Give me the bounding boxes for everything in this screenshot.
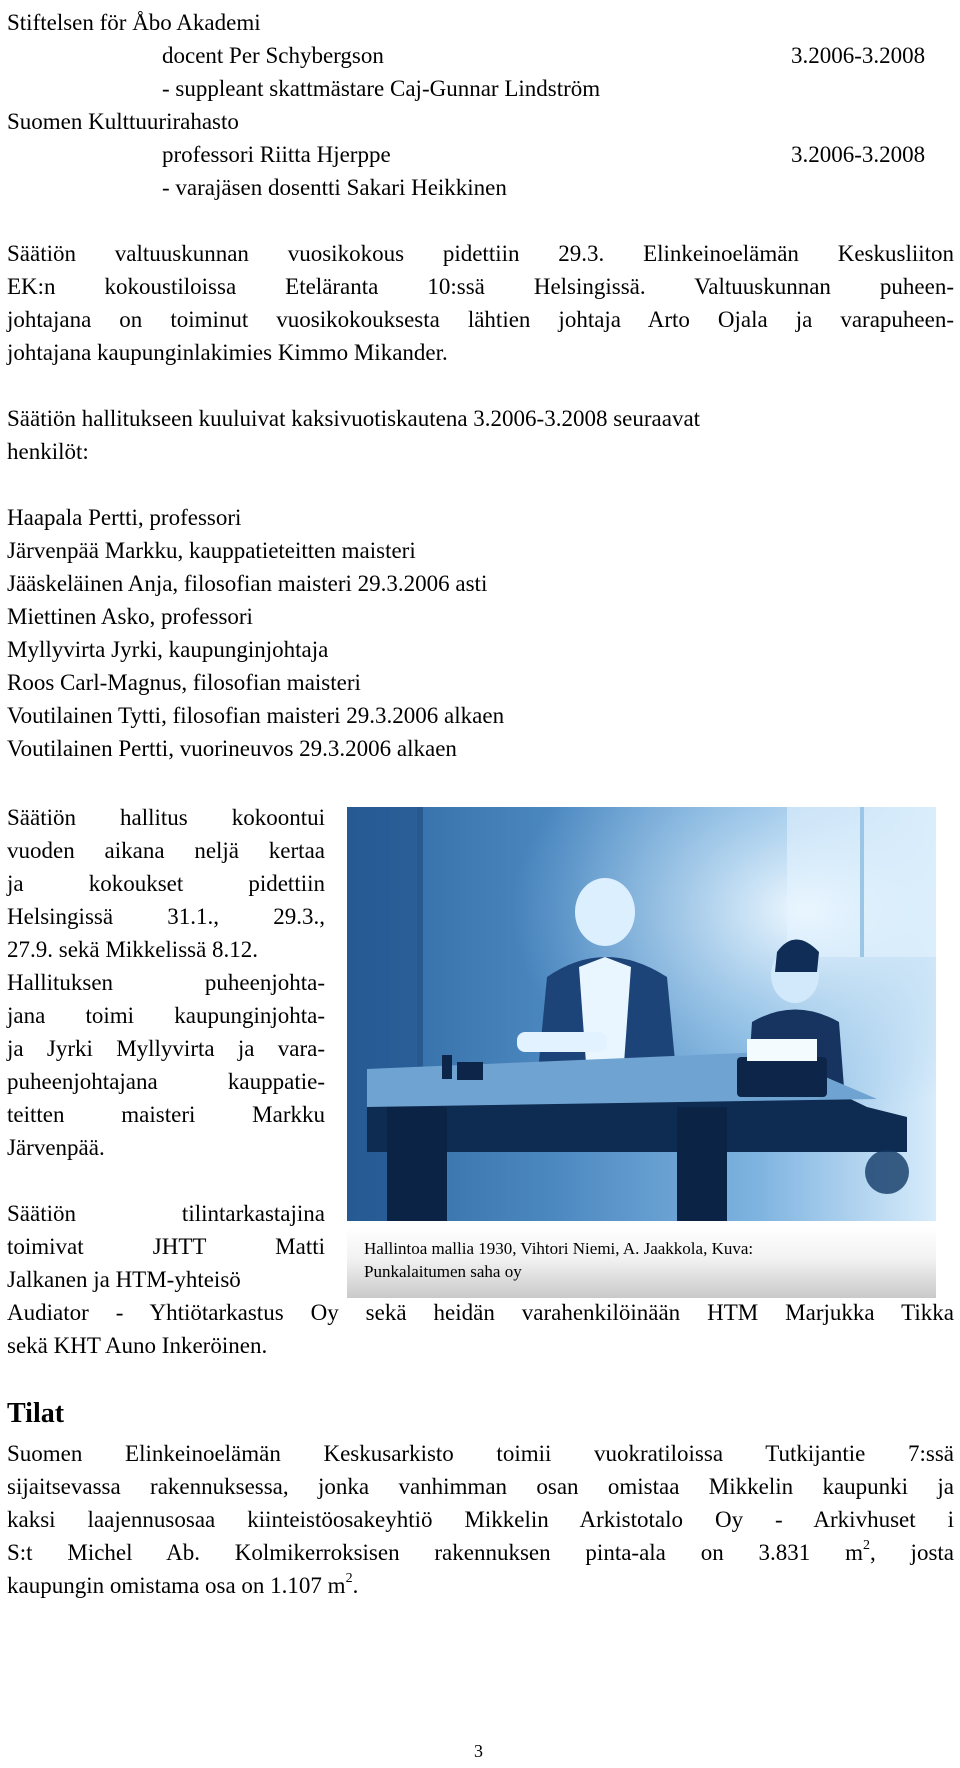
auditors-line: Audiator - Yhtiötarkastus Oy sekä heidän varahenkilöinään HTM Marjukka Tikka [7,1300,954,1325]
board-member: Voutilainen Pertti, vuorineuvos 29.3.2006 alkaen [7,736,457,761]
auditors-line: toimivat JHTT Matti [7,1234,325,1259]
board-meetings-line: teitten maisteri Markku [7,1102,325,1127]
board-member: Myllyvirta Jyrki, kaupunginjohtaja [7,637,329,662]
premises-line [7,1569,358,1602]
auditors-line: Säätiön tilintarkastajina [7,1201,325,1226]
board-meetings-line: ja Jyrki Myllyvirta ja vara- [7,1036,325,1061]
photo-caption [347,1227,936,1298]
board-meetings-line: jana toimi kaupunginjohta- [7,1003,325,1028]
organization-name: Suomen Kulttuurirahasto [7,109,239,134]
council-paragraph-line: Säätiön valtuuskunnan vuosikokous pidettiin 29.3. Elinkeinoelämän Keskusliiton [7,241,954,266]
premises-line: sijaitsevassa rakennuksessa, jonka vanhimman osan omistaa Mikkelin kaupunki ja [7,1474,954,1499]
auditors-line: Jalkanen ja HTM-yhteisö [7,1267,241,1292]
board-intro-line: henkilöt: [7,439,89,464]
deputy-name: - suppleant skattmästare Caj-Gunnar Lindström [162,76,601,101]
premises-line: kaksi laajennusosaa kiinteistöosakeyhtiö Mikkelin Arkistotalo Oy - Arkivhuset i [7,1507,954,1532]
council-paragraph-line: EK:n kokoustiloissa Eteläranta 10:ssä Helsingissä. Valtuuskunnan puheen- [7,274,954,299]
premises-text: . [352,1573,359,1598]
organization-name: Stiftelsen för Åbo Akademi [7,10,261,35]
member-name: docent Per Schybergson [162,43,384,68]
member-name: professori Riitta Hjerppe [162,142,391,167]
section-heading: Tilat [7,1398,65,1429]
board-meetings-line: ja kokoukset pidettiin [7,871,325,896]
superscript-exponent: 2 [345,1571,353,1587]
board-member: Haapala Pertti, professori [7,505,242,530]
premises-line: Suomen Elinkeinoelämän Keskusarkisto toimii vuokratiloissa Tutkijantie 7:ssä [7,1441,954,1466]
board-meetings-line: Hallituksen puheenjohta- [7,970,325,995]
board-meetings-line: Helsingissä 31.1., 29.3., [7,904,325,929]
board-member: Voutilainen Tytti, filosofian maisteri 29.3.2006 alkaen [7,703,505,728]
page-number: 3 [474,1741,483,1761]
deputy-name: - varajäsen dosentti Sakari Heikkinen [162,175,507,200]
premises-line [7,1536,954,1569]
board-meetings-line: Säätiön hallitus kokoontui [7,805,325,830]
board-meetings-line: 27.9. sekä Mikkelissä 8.12. [7,937,259,962]
superscript-exponent: 2 [862,1538,870,1554]
photo-caption-line: Hallintoa mallia 1930, Vihtori Niemi, A. Jaakkola, Kuva: [364,1239,754,1258]
office-scene-illustration [347,807,936,1221]
board-member: Jääskeläinen Anja, filosofian maisteri 29.3.2006 asti [7,571,488,596]
board-intro-line: Säätiön hallitukseen kuuluivat kaksivuotiskautena 3.2006-3.2008 seuraavat [7,406,701,431]
board-member: Miettinen Asko, professori [7,604,253,629]
member-period: 3.2006-3.2008 [791,142,926,167]
member-period: 3.2006-3.2008 [791,43,926,68]
premises-text: S:t Michel Ab. Kolmikerroksisen rakennuksen pinta-ala on 3.831 m [7,1540,863,1565]
historical-office-photo [347,807,936,1221]
premises-text: kaupungin omistama osa on 1.107 m [7,1573,346,1598]
board-meetings-line: puheenjohtajana kauppatie- [7,1069,325,1094]
board-meetings-line: vuoden aikana neljä kertaa [7,838,325,863]
board-member: Järvenpää Markku, kauppatieteitten maisteri [7,538,416,563]
premises-text: , josta [869,1540,954,1565]
auditors-line: sekä KHT Auno Inkeröinen. [7,1333,268,1358]
council-paragraph-line: johtajana on toiminut vuosikokouksesta lähtien johtaja Arto Ojala ja varapuheen- [7,307,954,332]
board-member: Roos Carl-Magnus, filosofian maisteri [7,670,361,695]
council-paragraph-line: johtajana kaupunginlakimies Kimmo Mikander. [7,340,448,365]
photo-caption-line: Punkalaitumen saha oy [364,1262,522,1281]
board-meetings-line: Järvenpää. [7,1135,105,1160]
